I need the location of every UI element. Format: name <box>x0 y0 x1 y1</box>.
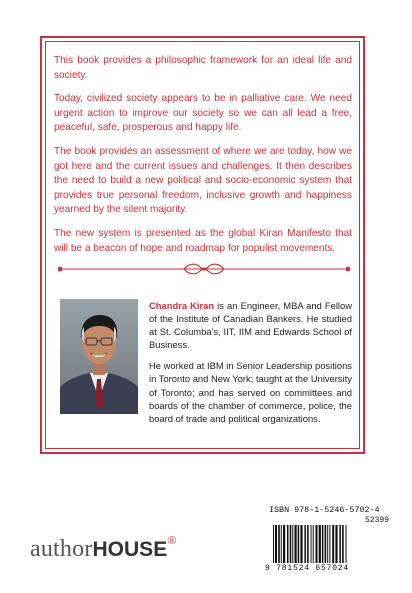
barcode-bar <box>325 525 327 563</box>
barcode-bar <box>329 525 330 563</box>
blurb-paragraph: The book provides an assessment of where we are today, how we got here and the current issues and challenges. It then describes the need to build a new political and socio-economic system that provides true personal freedom, inclusive growth and happiness yearned by the silent majority. <box>54 145 352 216</box>
barcode <box>267 525 391 565</box>
barcode-bar <box>307 525 309 563</box>
barcode-bar <box>292 525 293 563</box>
blurb-paragraph: This book provides a philosophic framework for an ideal life and society. <box>54 55 352 81</box>
barcode-bar <box>332 525 334 563</box>
ornamental-divider <box>58 262 350 276</box>
price-code: 52399 <box>364 516 389 525</box>
barcode-bar <box>342 525 344 563</box>
barcode-bar <box>298 525 300 563</box>
barcode-bar <box>278 525 280 563</box>
barcode-digits: 9 781524 657024 <box>265 564 350 573</box>
publisher-logo <box>30 533 177 563</box>
barcode-bar <box>346 525 347 563</box>
barcode-bar <box>287 525 289 563</box>
isbn-label: ISBN 978-1-5246-5702-4 <box>269 505 380 515</box>
barcode-bar <box>273 525 274 563</box>
isbn-barcode-block <box>263 503 395 575</box>
logo-house-text: HOUSE <box>92 538 168 561</box>
barcode-bar <box>319 525 321 563</box>
bio-career: He worked at IBM in Senior Leadership positions in Toronto and New York; taught at the University of Toronto; and has served on committees and boards of the chamber of commerce, police, the board of trade and political organizations. <box>149 360 352 424</box>
barcode-bar <box>327 525 328 563</box>
barcode-bar <box>290 525 292 563</box>
barcode-bar <box>322 525 324 563</box>
barcode-bar <box>316 525 318 563</box>
barcode-bar <box>295 525 297 563</box>
barcode-bar <box>313 525 314 563</box>
bio-intro <box>149 299 352 351</box>
blurb-paragraph: Today, civilized society appears to be in palliative care. We need urgent action to improve our society so we can all lead a free, peaceful, safe, prosperous and happy life. <box>54 93 352 134</box>
barcode-bar <box>283 525 285 563</box>
barcode-bar <box>339 525 341 563</box>
author-photo <box>60 299 138 414</box>
barcode-bar <box>304 525 306 563</box>
bio-intro-text: is an Engineer, MBA and Fellow of the Institute of Canadian Bankers. He studied at St. Columba's, IIT, IIM and Edwards School of Business. <box>149 300 352 351</box>
logo-trademark: ® <box>167 533 177 547</box>
barcode-bar <box>311 525 312 563</box>
barcode-bar <box>275 525 277 563</box>
book-blurb <box>54 54 352 265</box>
barcode-bar <box>300 525 302 563</box>
author-name: Chandra Kiran <box>149 300 215 311</box>
logo-author-text: author <box>30 536 93 562</box>
blurb-paragraph: The new system is presented as the global Kiran Manifesto that will be a beacon of hope and roadmap for populist movements. <box>54 227 352 254</box>
barcode-bar <box>335 525 337 563</box>
author-bio <box>149 299 352 433</box>
barcode-bar <box>281 525 282 563</box>
